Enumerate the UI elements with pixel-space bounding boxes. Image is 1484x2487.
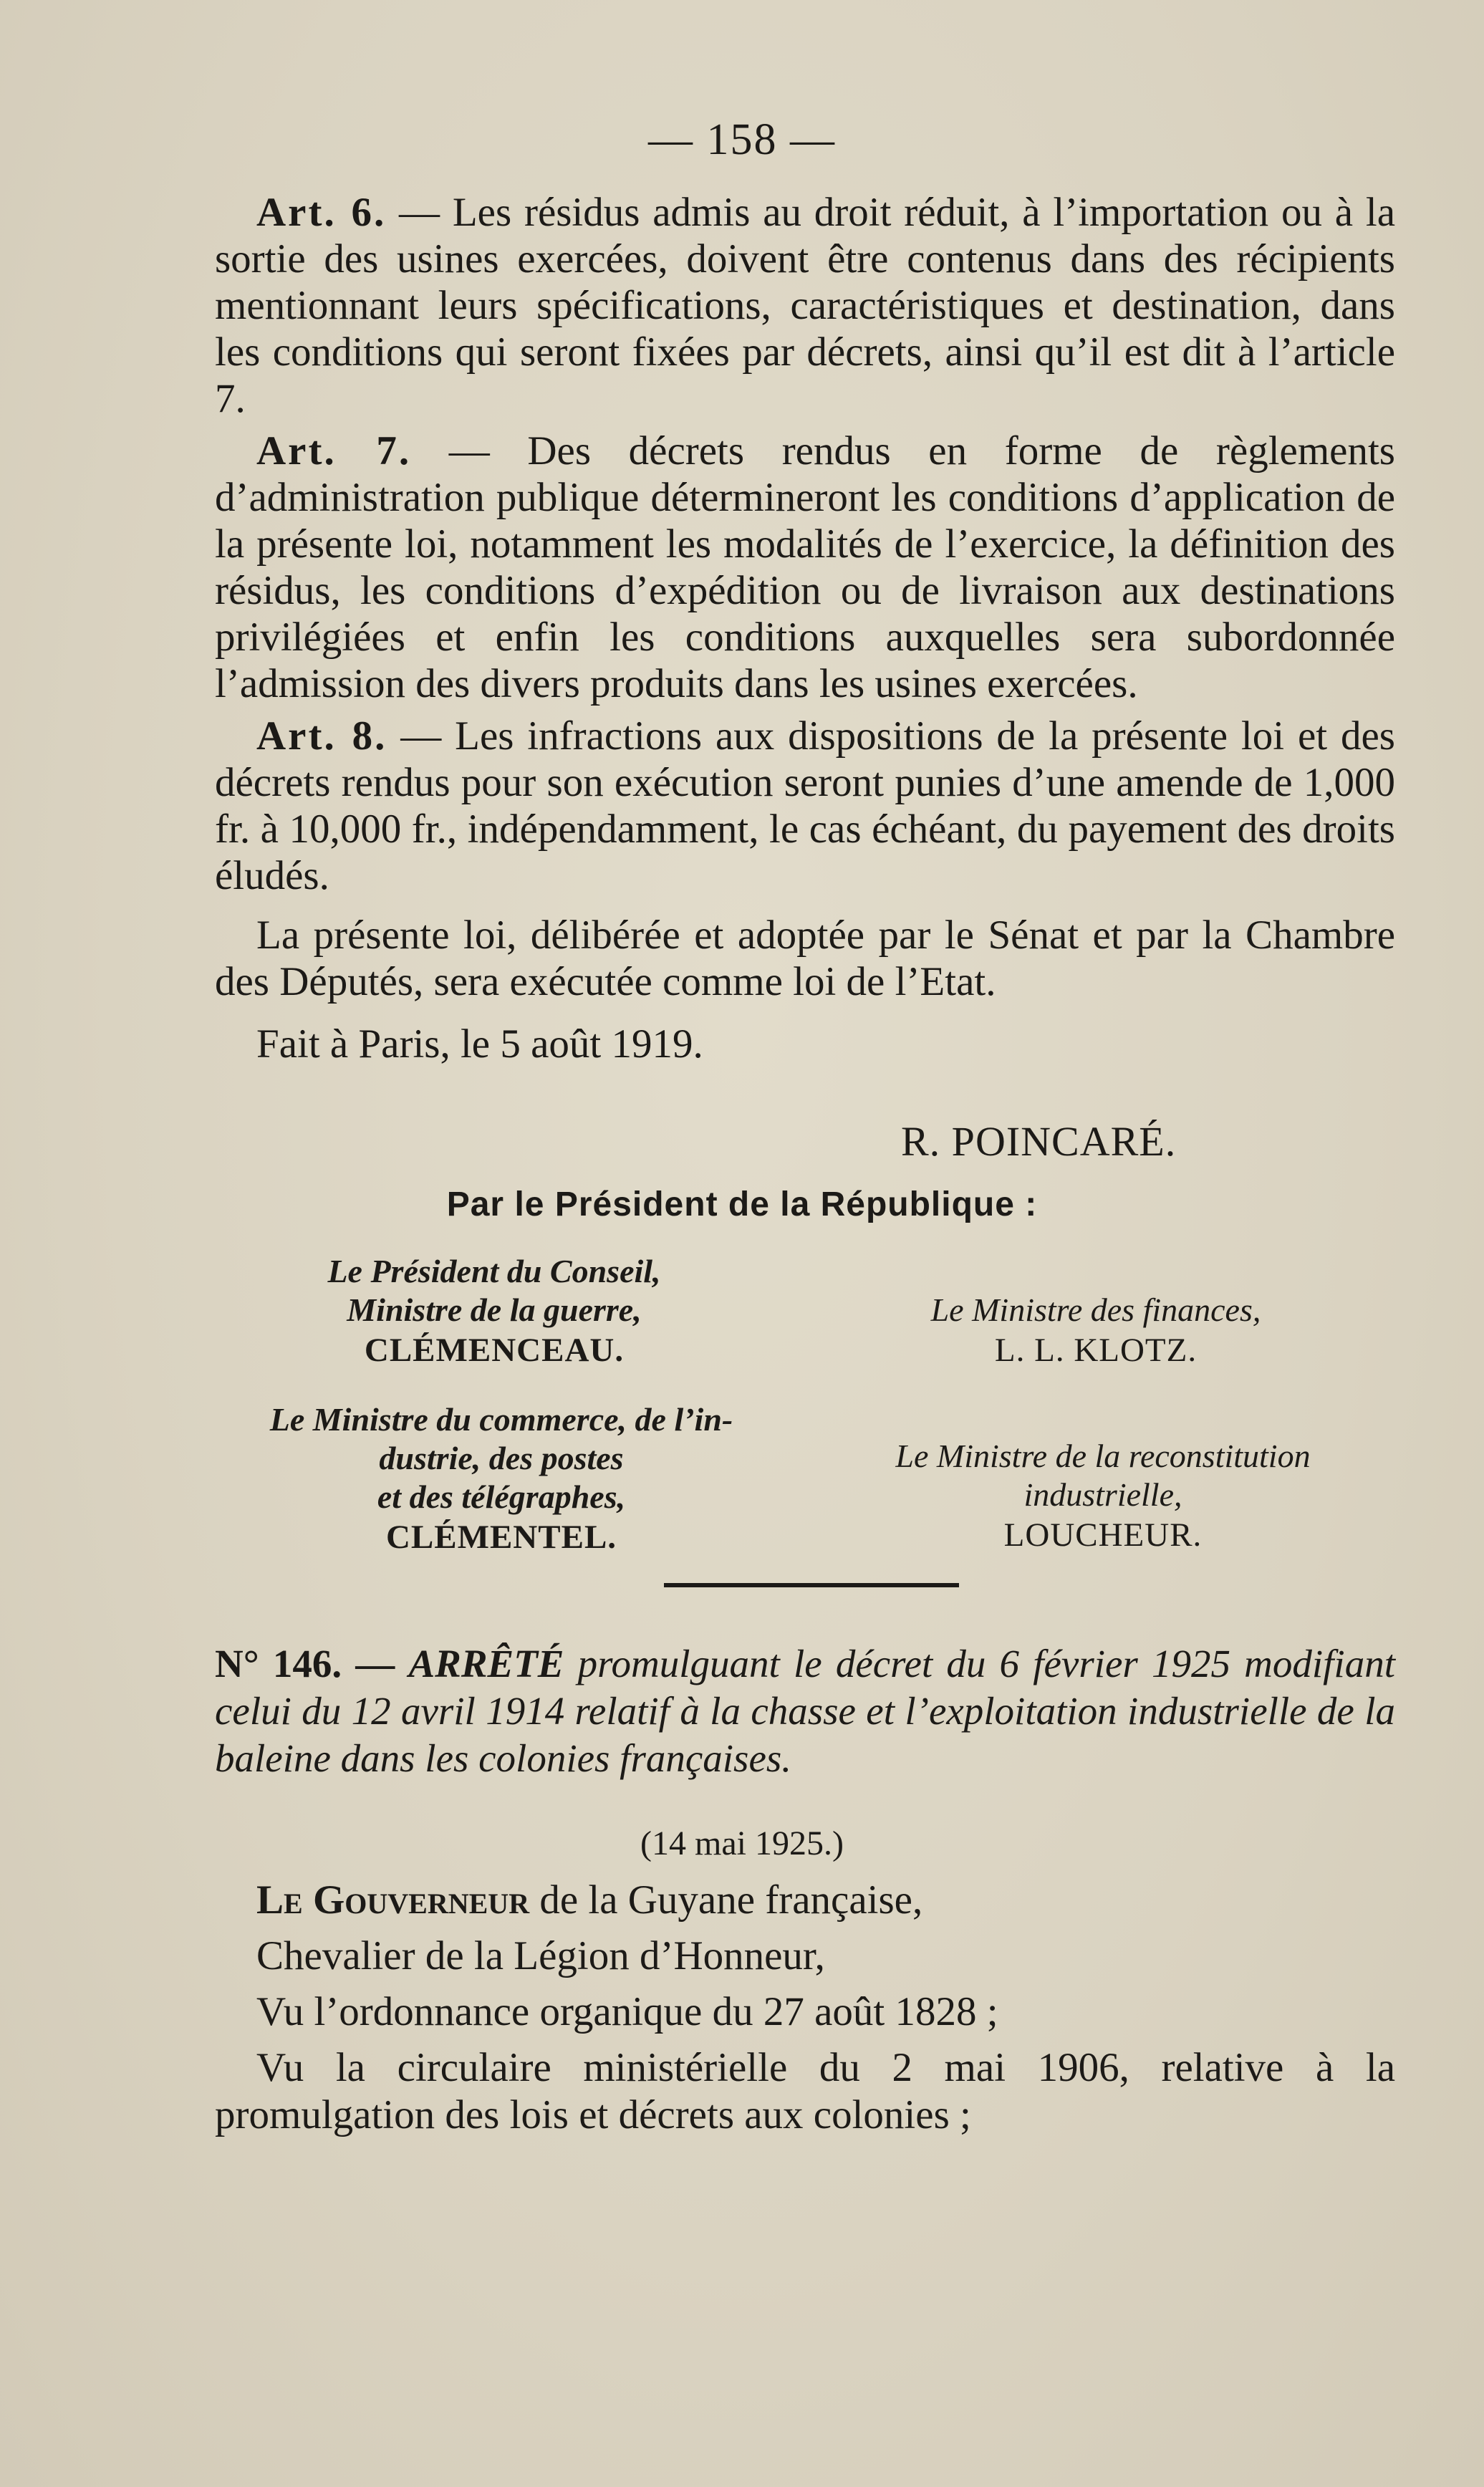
minister-block-klotz: [874, 1291, 1318, 1370]
law-articles: [215, 189, 1395, 1073]
vu-circulaire: Vu la circulaire ministérielle du 2 mai 1906, relative à la promulgation des lois et décrets aux colonies ;: [215, 2045, 1395, 2137]
article-label: Art. 6.: [256, 190, 387, 235]
article-6: [215, 189, 1395, 422]
minister-name: L. L. KLOTZ.: [994, 1332, 1198, 1369]
arrete-date: (14 mai 1925.): [640, 1824, 844, 1862]
minister-title: Le Ministre du commerce, de l’in-: [269, 1401, 733, 1438]
governor-title: [215, 1877, 1395, 1924]
minister-title: Le Ministre des finances,: [930, 1291, 1261, 1328]
minister-name: LOUCHEUR.: [1003, 1516, 1203, 1554]
minister-title: Ministre de la guerre,: [347, 1291, 642, 1328]
arrete-number: N° 146. —: [215, 1642, 395, 1685]
arrete-title-word: ARRÊTÉ: [408, 1642, 564, 1685]
page-number: — 158 —: [648, 115, 836, 164]
arrete-heading: [215, 1640, 1395, 1782]
place-date: Fait à Paris, le 5 août 1919.: [256, 1021, 703, 1067]
arrete-text: promulguant le décret du 6 février 1925 modifiant celui du 12 avril 1914 relatif à la chasse et l’exploitation industrielle de la baleine dans les colonies françaises.: [215, 1642, 1395, 1780]
article-label: Art. 8.: [256, 713, 387, 759]
section-divider: [664, 1583, 959, 1587]
minister-title: Le Président du Conseil,: [327, 1253, 661, 1289]
minister-name: CLÉMENCEAU.: [364, 1332, 625, 1369]
minister-block-clementel: [215, 1400, 788, 1557]
governor-honour: Chevalier de la Légion d’Honneur,: [256, 1933, 825, 1978]
president-signature: R. POINCARÉ.: [901, 1118, 1177, 1165]
article-7: [215, 428, 1395, 707]
minister-name: CLÉMENTEL.: [385, 1519, 617, 1556]
article-text: — Les infractions aux dispositions de la présente loi et des décrets rendus pour son exécution seront punies d’une amende de 1,000 fr. à 10,000 fr., indépendamment, le cas échéant, du payement des droits éludés.: [215, 713, 1395, 898]
vu-ordonnance: Vu l’ordonnance organique du 27 août 1828 ;: [256, 1989, 998, 2034]
article-8: [215, 713, 1395, 899]
governor-preamble: [215, 1877, 1395, 2139]
governor-title-rest: de la Guyane française,: [529, 1877, 923, 1923]
minister-block-loucheur: [831, 1437, 1375, 1554]
closing-paragraph: La présente loi, délibérée et adoptée par le Sénat et par la Chambre des Députés, sera exécutée comme loi de l’Etat.: [215, 913, 1395, 1004]
minister-title: et des télégraphes,: [377, 1478, 626, 1515]
article-text: — Les résidus admis au droit réduit, à l’importation ou à la sortie des usines exercées, doivent être contenus dans des récipients mentionnant leurs spécifications, caractéristiques et destination, dans les conditions qui seront fixées par décrets, ainsi qu’il est dit à l’article 7.: [215, 190, 1395, 421]
article-text: — Des décrets rendus en forme de règlements d’administration publique détermineront les conditions d’application de la présente loi, notamment les modalités de l’exercice, la définition des résidus, les conditions d’expédition ou de livraison aux destinations privilégiées et enfin les conditions auxquelles sera subordonnée l’admission des divers produits dans les usines exercées.: [215, 428, 1395, 706]
article-label: Art. 7.: [256, 428, 412, 473]
minister-title: dustrie, des postes: [379, 1440, 624, 1476]
governor-title-caps: Le Gouverneur: [256, 1877, 530, 1923]
minister-title: industrielle,: [1023, 1476, 1182, 1513]
minister-title: Le Ministre de la reconstitution: [895, 1438, 1311, 1474]
minister-block-clemenceau: [272, 1252, 716, 1370]
by-the-president: Par le Président de la République :: [446, 1185, 1038, 1223]
